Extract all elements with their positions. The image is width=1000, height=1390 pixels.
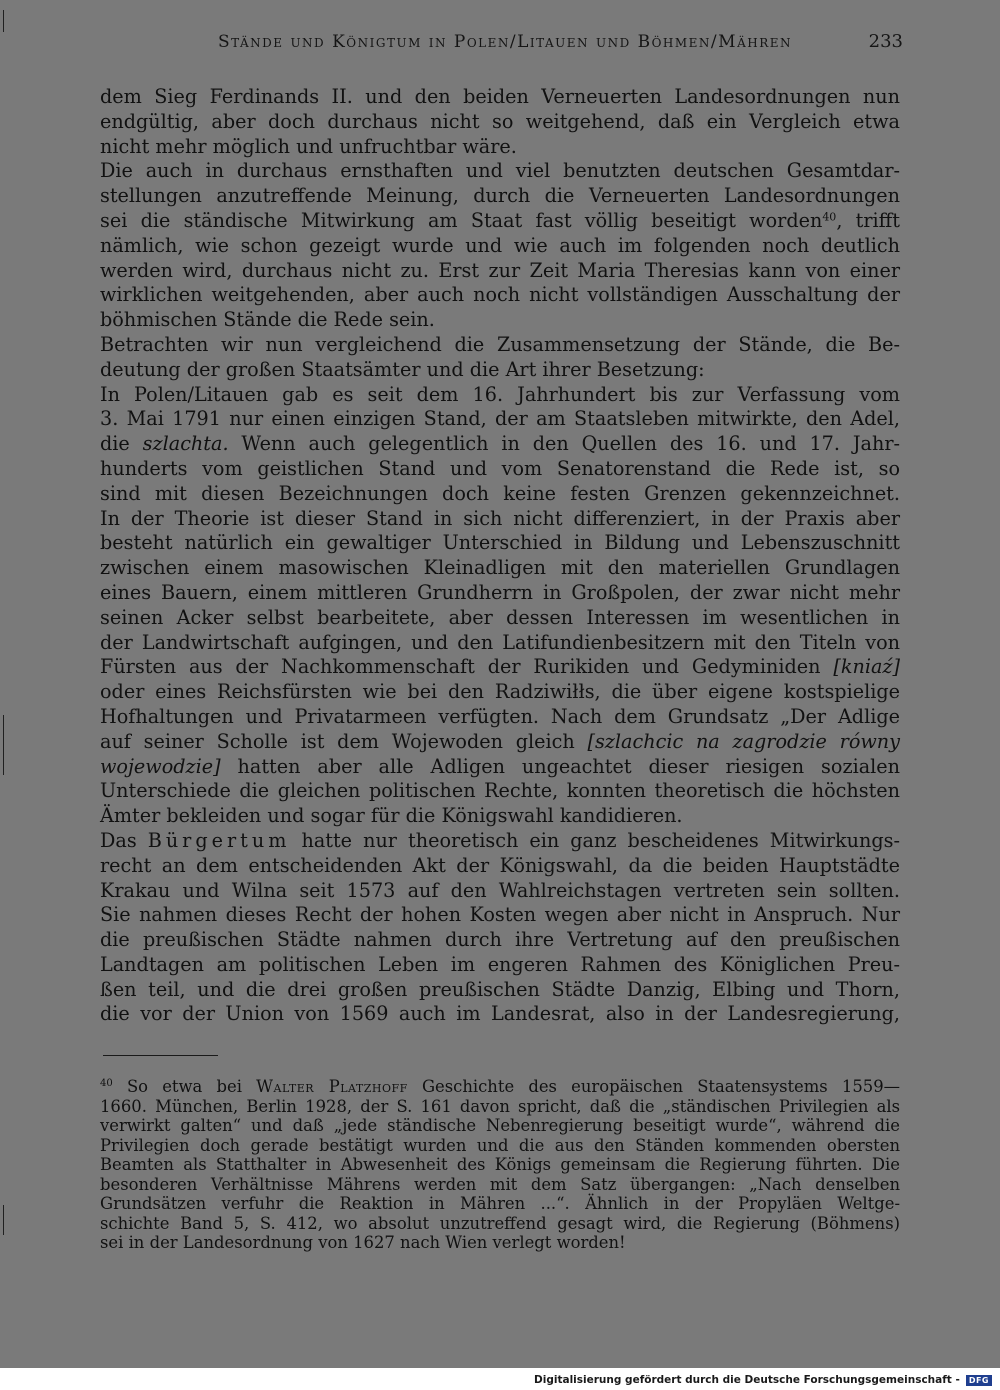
text-run: hatten aber alle Adligen ungeachtet dieser riesigen sozialen (237, 754, 900, 778)
footnote-reference: 40 (822, 210, 837, 224)
text-line: eines Bauern, einem mittleren Grundherrn in Großpolen, der zwar nicht mehr (100, 580, 900, 604)
footnote (100, 1077, 900, 1253)
text-line: die preußischen Städte nahmen durch ihre Vertretung auf den preußischen (100, 928, 900, 952)
dfg-logo-icon: DFG (966, 1375, 992, 1386)
text-line: besteht natürlich ein gewaltiger Unterschied in Bildung und Lebenszuschnitt (100, 531, 900, 555)
text-line (100, 829, 900, 854)
footnote-line: Privilegien doch gerade bestätigt wurden und die aus den Ständen kommenden obersten (100, 1135, 900, 1155)
text-line: 3. Mai 1791 nur einen einzigen Stand, der am Staatsleben mitwirkte, den Adel, (100, 407, 900, 431)
text-line: werden wird, durchaus nicht zu. Erst zur Zeit Maria Theresias kann von einer (100, 258, 900, 282)
footnote-rule (103, 1055, 218, 1056)
text-line: Unterschiede die gleichen politischen Rechte, konnten theoretisch die höchsten (100, 779, 900, 803)
text-line: zwischen einem masowischen Kleinadligen mit den materiellen Grundlagen (100, 556, 900, 580)
text-line (100, 655, 900, 680)
text-line: In Polen/Litauen gab es seit dem 16. Jahrhundert bis zur Verfassung vom (100, 382, 900, 406)
text-line: Ämter bekleiden und sogar für die Königswahl kandidieren. (100, 804, 683, 828)
text-run: Wenn auch gelegentlich in den Quellen des 16. und 17. Jahr- (241, 432, 900, 456)
text-run: sei die ständische Mitwirkung am Staat fast völlig beseitigt worden (100, 208, 823, 232)
text-line: endgültig, aber doch durchaus nicht so weitgehend, daß ein Vergleich etwa (100, 109, 900, 133)
text-line: Betrachten wir nun vergleichend die Zusammensetzung der Stände, die Be- (100, 332, 900, 356)
body-text (100, 85, 900, 1027)
text-line: seinen Acker selbst bearbeitete, aber dessen Interessen im wesentlichen in (100, 605, 900, 629)
footnote-line: sei in der Landesordnung von 1627 nach Wien verlegt worden! (100, 1233, 626, 1252)
margin-mark (3, 1205, 4, 1235)
text-line: recht an dem entscheidenden Akt der Königswahl, da die beiden Hauptstädte (100, 853, 900, 877)
margin-mark (3, 10, 4, 32)
text-line: die vor der Union von 1569 auch im Landesrat, also in der Landesregierung, (100, 1002, 900, 1026)
page-number: 233 (868, 31, 903, 52)
margin-mark (3, 715, 4, 775)
text-run: die (100, 432, 130, 456)
italic-term: [kniaź] (833, 655, 900, 679)
digitization-credit (534, 1372, 992, 1388)
text-line: nämlich, wie schon gezeigt wurde und wie auch im folgenden noch deutlich (100, 233, 900, 257)
text-line (100, 432, 900, 457)
running-title: Stände und Königtum in Polen/Litauen und Böhmen/Mähren (218, 32, 792, 52)
text-run: So etwa bei (126, 1077, 242, 1096)
text-line: sind mit diesen Bezeichnungen doch keine festen Grenzen gekennzeichnet. (100, 481, 900, 505)
text-line (100, 730, 900, 755)
italic-term: szlachta. (142, 432, 229, 456)
text-line: der Landwirtschaft aufgingen, und den Latifundienbesitzern mit den Titeln von (100, 630, 900, 654)
italic-term: wojewodzie] (100, 754, 221, 778)
text-line: In der Theorie ist dieser Stand in sich nicht differenziert, in der Praxis aber (100, 506, 900, 530)
spaced-term: Bürgertum (147, 828, 291, 852)
text-line: ßen teil, und die drei großen preußischen Städte Danzig, Elbing und Thorn, (100, 977, 900, 1001)
text-run: auf seiner Scholle ist dem Wojewoden gleich (100, 729, 575, 753)
italic-term: [szlachcic na zagrodzie równy (587, 729, 900, 753)
text-line (100, 209, 900, 234)
footnote-line: Beamten als Statthalter in Abwesenheit des Königs gemeinsam die Regierung führten. Die (100, 1155, 900, 1174)
footnote-marker: 40 (100, 1078, 113, 1089)
footnote-line: schichte Band 5, S. 412, wo absolut unzutreffend gesagt wird, die Regierung (Böhmens) (100, 1213, 900, 1233)
footnote-line: besonderen Verhältnisse Mährens werden mit dem Satz übergangen: „Nach denselben (100, 1174, 900, 1194)
text-line: Hofhaltungen und Privatarmeen verfügten. Nach dem Grundsatz „Der Adlige (100, 704, 900, 728)
text-line: nicht mehr möglich und unfruchtbar wäre. (100, 134, 517, 158)
text-run: hatte nur theoretisch ein ganz bescheidenes Mitwirkungs- (301, 828, 900, 852)
text-line: Die auch in durchaus ernsthaften und viel benutzten deutschen Gesamtdar- (100, 159, 900, 183)
text-line: deutung der großen Staatsämter und die Art ihrer Besetzung: (100, 357, 705, 381)
text-line: wirklichen weitgehenden, aber auch noch nicht vollständigen Ausschaltung der (100, 283, 900, 307)
text-run: Das (100, 828, 137, 852)
footnote-line: 1660. München, Berlin 1928, der S. 161 davon spricht, daß die „ständischen Privilegien als (100, 1096, 900, 1116)
text-run: Fürsten aus der Nachkommenschaft der Rurikiden und Gedyminiden (100, 655, 821, 679)
text-line: dem Sieg Ferdinands II. und den beiden Verneuerten Landesordnungen nun (100, 85, 900, 108)
footnote-line (100, 1077, 900, 1097)
footnote-line: verwirkt galten“ und daß „jede ständische Nebenregierung beseitigt wurde“, während die (100, 1116, 900, 1135)
text-line: Sie nahmen dieses Recht der hohen Kosten wegen aber nicht in Anspruch. Nur (100, 903, 900, 927)
text-line: oder eines Reichsfürsten wie bei den Radziwiłłs, die über eigene kostspielige (100, 680, 900, 704)
text-line: Krakau und Wilna seit 1573 auf den Wahlreichstagen vertreten sein sollten. (100, 878, 900, 902)
footnote-line: Grundsätzen verfuhr die Reaktion in Mähren ...“. Ähnlich in der Propyläen Weltge- (100, 1194, 900, 1213)
text-line: Landtagen am politischen Leben im engeren Rahmen des Königlichen Preu- (100, 952, 900, 976)
text-line: böhmischen Stände die Rede sein. (100, 308, 435, 332)
text-run: , trifft (836, 208, 901, 232)
text-run: Geschichte des europäischen Staatensystems 1559— (421, 1077, 901, 1096)
text-line: stellungen anzutreffende Meinung, durch die Verneuerten Landesordnungen (100, 184, 900, 208)
credit-text: Digitalisierung gefördert durch die Deutsche Forschungsgemeinschaft - (534, 1374, 960, 1386)
text-line (100, 755, 900, 780)
text-line: hunderts vom geistlichen Stand und vom Senatorenstand die Rede ist, so (100, 456, 900, 480)
author-name: Walter Platzhoff (256, 1077, 408, 1096)
